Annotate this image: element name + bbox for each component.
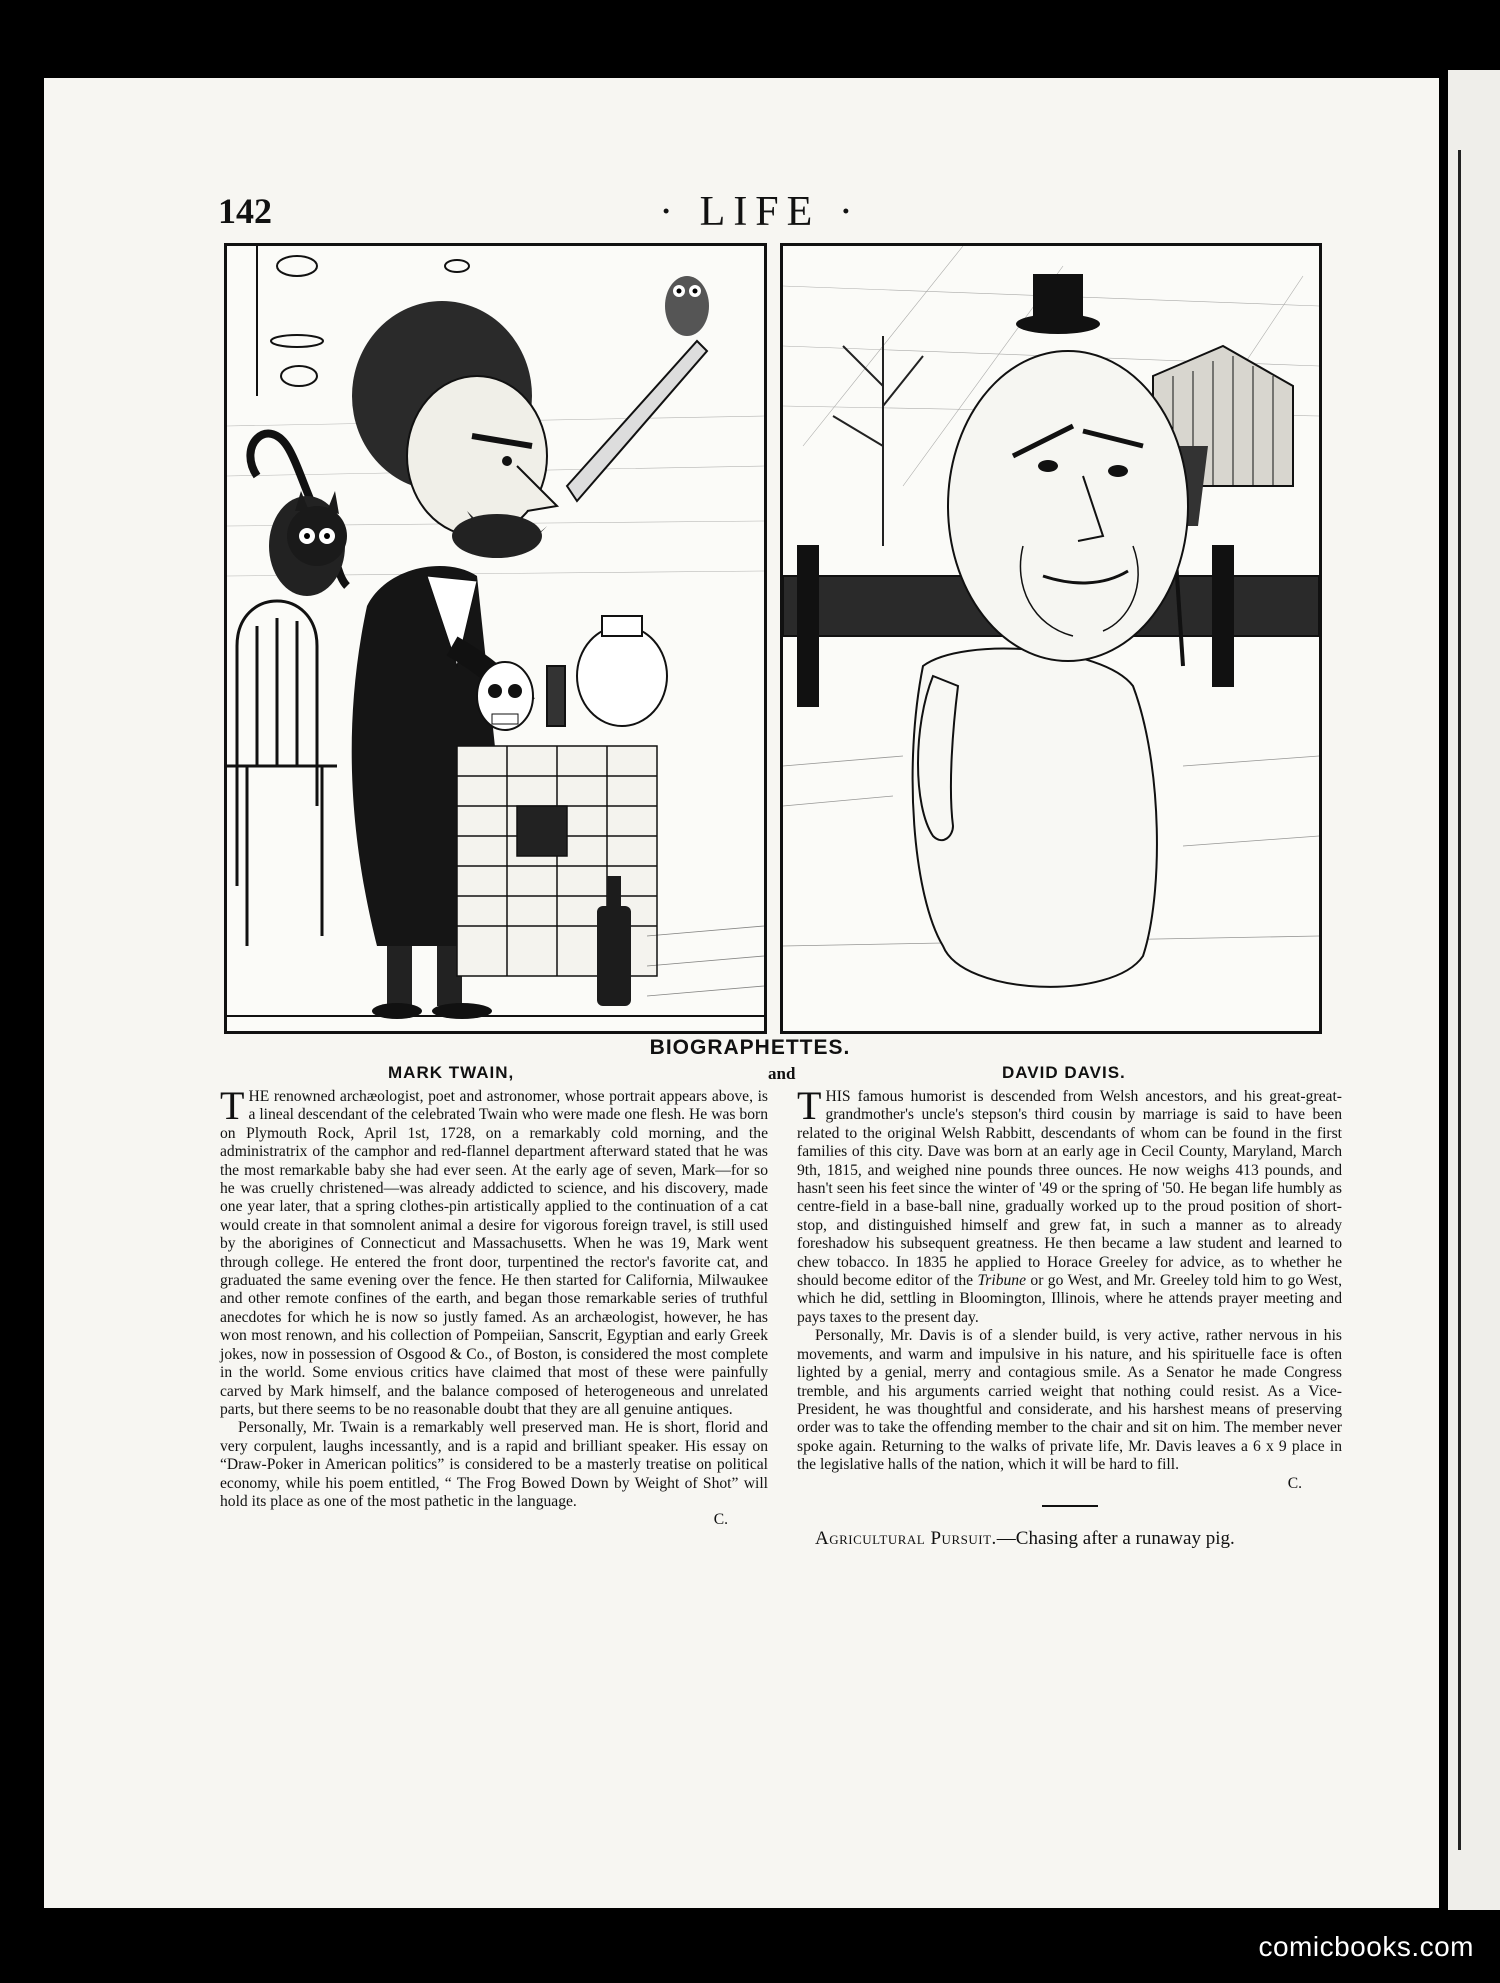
davis-paragraph-1-text: HIS famous humorist is descended from Welsh ancestors, and his great-great-grandmother's uncle's stepson's third cousin by marriage is said to have been related to the original Welsh Rabbitt, descendants of whom can be found in the first families of this city. Dave was born at an early age in Cecil County, Maryland, March 9th, 1815, and weighed nine pounds three ounces. He now weighs 413 pounds, and hasn't seen his feet since the winter of '49 or the spring of '50. He began life humbly as centre-field in a base-ball nine, gradually worked up to the proud position of short-stop, and distinguished himself and grew fat, in such a manner as to already foreshadow his subsequent greatness. He then became a law student and learned to chew tobacco. In 1835 he applied to Horace Greeley for advice, as to whether he should become editor of the xyxy=(797,1088,1342,1290)
pursuit-label: Agricultural Pursuit. xyxy=(815,1527,997,1549)
david-davis-biography xyxy=(797,1083,1342,1550)
article-title: BIOGRAPHETTES. xyxy=(649,1036,851,1059)
twain-paragraph-1 xyxy=(220,1083,768,1419)
twain-paragraph-2 xyxy=(220,1419,768,1529)
page-edge-rule xyxy=(1458,150,1461,1850)
next-page-edge xyxy=(1448,70,1500,1910)
section-divider xyxy=(1042,1505,1098,1507)
mark-twain-drawing xyxy=(227,246,764,1031)
masthead-title: · LIFE · xyxy=(659,189,861,235)
mark-twain-biography xyxy=(220,1083,768,1530)
owl-figure xyxy=(665,276,709,336)
david-davis-illustration xyxy=(780,243,1322,1034)
snowman-body xyxy=(913,649,1157,987)
davis-paragraph-2 xyxy=(797,1327,1342,1493)
davis-paragraph-1-end: or go West, and Mr. Greeley told him to go West, which he did, settling in Bloomington, Illinois, where he attends prayer meeting and pays taxes to the present day. xyxy=(797,1272,1342,1326)
david-davis-drawing xyxy=(783,246,1319,1031)
davis-head xyxy=(948,351,1188,661)
tribune-italic: Tribune xyxy=(977,1272,1027,1290)
page-number: 142 xyxy=(218,191,272,231)
right-column-heading: DAVID DAVIS. xyxy=(1002,1063,1126,1082)
twain-paragraph-1-text: HE renowned archæologist, poet and astronomer, whose portrait appears above, is a lineal descendant of the celebrated Twain who were made one flesh. He was born on Plymouth Rock, April 1st, 1728, on a remarkably cold morning, and the administratrix of the camphor and red-flannel department afterward stated that he was the most remarkable baby she had ever seen. At the early age of seven, Mark—for so he was cruelly christened—was already addicted to science, and his discovery, made one year later, that a spring clothes-pin artistically applied to the continuation of a cat would create in that somnolent animal a desire for vigorous foreign travel, is still used by the aborigines of Connecticut and Massachusetts. When he was 19, Mark went through college. He entered the front door, turpentined the rector's favorite cat, and graduated the same evening over the fence. He then started for California, Milwaukee and other remote confines of the earth, and began those remarkable series of truthful anecdotes for which he is now so justly famed. As an archæologist, however, he has won most renown, and his collection of Pompeiian, Sanscrit, Egyptian and early Greek jokes, now in possession of Osgood & Co., of Boston, is considered the most complete in the world. Some envious critics have claimed that most of these were painfully carved by Mark himself, and the balance composed of heterogeneous and unrelated parts, but there seems to be no reasonable doubt that they are all genuine antiques. xyxy=(220,1088,768,1418)
left-column-heading: MARK TWAIN, xyxy=(388,1063,515,1082)
drop-cap: T xyxy=(797,1083,822,1128)
twain-paragraph-2-text: Personally, Mr. Twain is a remarkably well preserved man. He is short, florid and very corpulent, laughs incessantly, and is a rapid and brilliant speaker. His essay on “Draw-Poker in American politics” is considered to be a masterly treatise on political economy, while his poem entitled, “ The Frog Bowed Down by Weight of Shot” will hold its place as one of the most pathetic in the language. xyxy=(220,1419,768,1510)
drop-cap: T xyxy=(220,1083,245,1128)
pursuit-text: —Chasing after a runaway pig. xyxy=(996,1527,1235,1549)
site-watermark: comicbooks.com xyxy=(1258,1931,1474,1962)
mark-twain-illustration xyxy=(224,243,767,1034)
agricultural-pursuit-joke xyxy=(797,1527,1342,1550)
heading-conjunction: and xyxy=(768,1064,796,1083)
davis-paragraph-2-text: Personally, Mr. Davis is of a slender build, is very active, rather nervous in his movements, and warm and impulsive in his nature, and his spirituelle face is often lighted by a genial, merry and contagious smile. As a Senator he made Congress tremble, and his arguments carried weight that nothing could resist. As a Vice-President, he was thoughtful and considerate, and his harshest means of preserving order was to take the offending member to the chair and sit on him. The member never spoke again. Returning to the walks of private life, Mr. Davis leaves a 6 x 9 place in the legislative halls of the nation, which it will be hard to fill. xyxy=(797,1327,1342,1474)
twain-signature: C. xyxy=(713,1511,728,1529)
davis-paragraph-1 xyxy=(797,1083,1342,1327)
davis-signature: C. xyxy=(1287,1474,1302,1492)
